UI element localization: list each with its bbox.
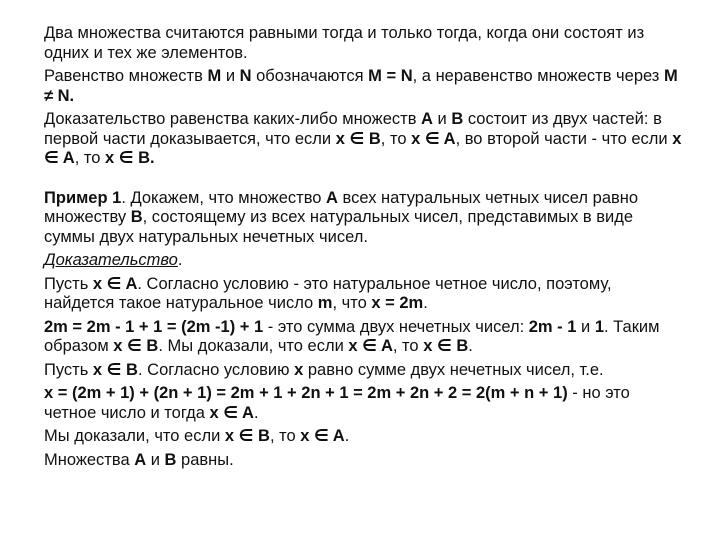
proof-line-2 (44, 318, 684, 357)
text: обозначаются (251, 67, 369, 85)
set-symbol: B (451, 110, 464, 128)
text: . (468, 337, 473, 355)
proof-line-4 (44, 384, 684, 423)
proof-heading (44, 251, 684, 271)
text: - но это четное число и тогда (44, 384, 630, 422)
text: , то (269, 427, 301, 445)
formula: x = 2m (371, 294, 424, 312)
proof-title: Доказательство (44, 251, 178, 269)
set-symbol: A (134, 450, 147, 469)
definition-text: Два множества считаются равными тогда и только тогда, когда они состоят из одних и тех же элементов. (44, 24, 645, 62)
formula: M = N (368, 67, 413, 85)
text: , состоящему из всех натуральных чисел, представимых в виде суммы двух натуральных нечетных чисел. (44, 208, 634, 246)
text: . (423, 294, 428, 312)
formula: x ∈ B (423, 337, 469, 355)
proof-line-5 (44, 427, 684, 447)
formula: x ∈ B (92, 360, 138, 379)
text: состоит из двух частей: в первой части доказывается, что если (44, 110, 662, 148)
set-symbol: A (326, 188, 338, 207)
formula: x ∈ A (92, 274, 138, 293)
text: - это сумма двух нечетных чисел: (263, 317, 529, 336)
text: . Согласно условию - это натуральное четное число, поэтому, найдется такое натуральное число (44, 274, 612, 312)
variable: x (294, 360, 304, 379)
set-symbol: M (207, 67, 222, 85)
text: , то (392, 337, 424, 355)
text: . Докажем, что множество (121, 188, 327, 207)
text: , что (332, 294, 372, 312)
formula: x ∈ A (44, 129, 682, 167)
set-symbol: A (421, 110, 433, 128)
text: и (432, 110, 452, 128)
text: . Согласно условию (137, 360, 295, 379)
formula: x ∈ A (411, 129, 456, 148)
formula: x ∈ B (224, 427, 270, 445)
slide-content (44, 24, 684, 474)
example-paragraph (44, 189, 684, 248)
set-symbol: N (239, 67, 252, 85)
notation-paragraph (44, 67, 684, 106)
text: , то (74, 149, 105, 167)
formula: x = (2m + 1) + (2n + 1) = 2m + 1 + 2n + 1 = 2m + 2n + 2 = 2(m + n + 1) (44, 384, 568, 402)
formula: x ∈ A (348, 337, 393, 355)
text: , во второй части - что если (455, 129, 673, 148)
text: Мы доказали, что если (44, 427, 225, 445)
formula: x ∈ A (209, 403, 254, 422)
text: Доказательство равенства каких-либо множеств (44, 110, 422, 128)
text: и (576, 317, 595, 336)
text: , а неравенство множеств через (412, 67, 664, 85)
text: . (253, 403, 259, 422)
formula: 2m = 2m - 1 + 1 = (2m -1) + 1 (44, 317, 264, 336)
proof-line-3 (44, 361, 684, 381)
variable: m (317, 294, 333, 312)
text: Пусть (44, 274, 93, 293)
text: и (146, 450, 165, 469)
proof-method-paragraph (44, 110, 684, 169)
text: Равенство множеств (44, 67, 208, 85)
text: . Мы доказали, что если (158, 337, 349, 355)
proof-conclusion (44, 451, 684, 471)
text: . (177, 251, 183, 269)
text: . (344, 427, 350, 445)
text: и (221, 67, 240, 85)
formula: x ∈ B. (105, 149, 155, 167)
set-symbol: B (164, 450, 177, 469)
text: всех натуральных четных чисел равно множеству (44, 188, 639, 226)
formula: x ∈ A (300, 427, 345, 445)
formula: 1 (594, 317, 605, 336)
formula: M ≠ N. (44, 67, 678, 105)
text: равны. (176, 450, 234, 469)
text: , то (380, 129, 412, 148)
formula: x ∈ B (113, 337, 159, 355)
proof-line-1 (44, 275, 684, 314)
text: . Таким образом (44, 317, 660, 355)
definition-paragraph (44, 24, 684, 63)
formula: 2m - 1 (528, 317, 577, 336)
text: Пусть (44, 360, 93, 379)
example-label: Пример 1 (44, 188, 122, 207)
text: равно сумме двух нечетных чисел, т.е. (303, 360, 604, 379)
set-symbol: B (130, 208, 143, 226)
text: Множества (44, 450, 135, 469)
formula: x ∈ B (335, 129, 381, 148)
